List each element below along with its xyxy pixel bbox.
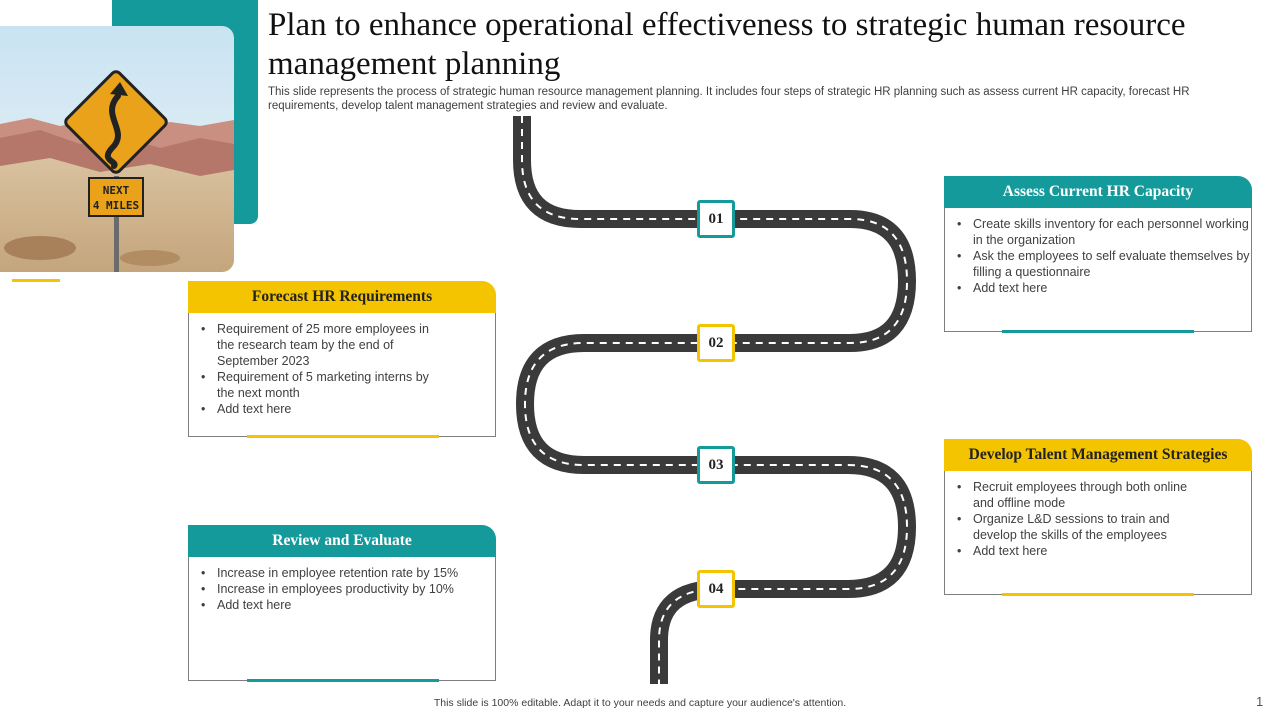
card-assess-accent-bar [1002,330,1194,333]
card-review-body [188,557,496,681]
card-develop-title: Develop Talent Management Strategies [944,439,1252,471]
card-review-accent-bar [247,679,439,682]
list-item: • Organize L&D sessions to train and develop the skills of the employees [973,511,1203,543]
sign-text-miles: 4 MILES [92,199,140,212]
card-forecast-hr-requirements [188,281,496,437]
list-item: • Ask the employees to self evaluate themselves by filling a questionnaire [973,248,1251,280]
list-item: • Recruit employees through both online and offline mode [973,479,1203,511]
card-assess-list [945,208,1251,296]
list-item: • Add text here [973,280,1251,296]
step-badge-03: 03 [697,446,735,484]
card-review-list [189,557,495,613]
page-number: 1 [1256,694,1264,709]
step-badge-02: 02 [697,324,735,362]
sign-text-next: NEXT [102,184,130,197]
list-item: • Increase in employee retention rate by 15% [217,565,495,581]
slide-title: Plan to enhance operational effectiveness to strategic human resource management planning [268,7,1186,82]
list-item: • Add text here [217,597,495,613]
card-forecast-title: Forecast HR Requirements [188,281,496,313]
list-item: • Add text here [973,543,1203,559]
card-develop-talent-strategies [944,439,1252,595]
card-develop-list [945,471,1251,559]
slide-footer: This slide is 100% editable. Adapt it to your needs and capture your audience's attention. [433,697,847,709]
card-develop-accent-bar [1002,593,1194,596]
card-forecast-accent-bar [247,435,439,438]
list-item: • Requirement of 5 marketing interns by the next month [217,369,447,401]
card-forecast-body [188,313,496,437]
card-assess-title: Assess Current HR Capacity [944,176,1252,208]
step-badge-01: 01 [697,200,735,238]
card-forecast-list [189,313,495,417]
card-review-title: Review and Evaluate [188,525,496,557]
step-badge-04: 04 [697,570,735,608]
list-item: • Add text here [217,401,447,417]
list-item: • Requirement of 25 more employees in the research team by the end of September 2023 [217,321,447,369]
card-develop-body [944,471,1252,595]
slide-subtitle: This slide represents the process of strategic human resource management planning. It includes four steps of strategic HR planning such as assess current HR capacity, forecast HR requirements, develop talent management strategies and review and evaluate. [268,86,1190,112]
card-assess-body [944,208,1252,332]
card-review-evaluate [188,525,496,681]
card-assess-hr-capacity [944,176,1252,332]
list-item: • Increase in employees productivity by 10% [217,581,495,597]
list-item: • Create skills inventory for each personnel working in the organization [973,216,1251,248]
